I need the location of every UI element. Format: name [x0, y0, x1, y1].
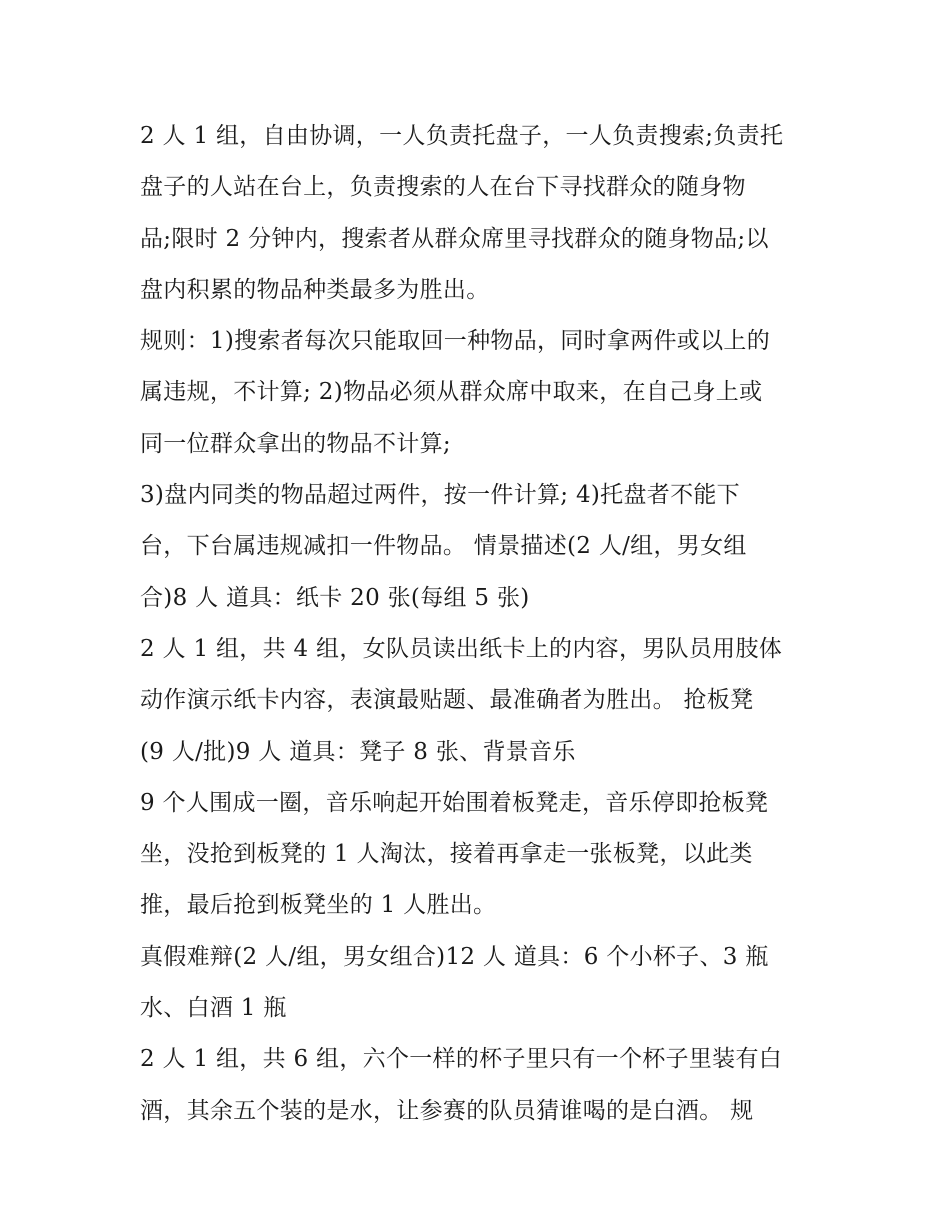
text-line: 推，最后抢到板凳坐的 1 人胜出。 [140, 892, 497, 919]
text-line: (9 人/批)9 人 道具：凳子 8 张、背景音乐 [140, 738, 576, 765]
text-line: 2 人 1 组，自由协调，一人负责托盘子，一人负责搜索;负责托 [140, 123, 784, 149]
text-line: 合)8 人 道具：纸卡 20 张(每组 5 张) [140, 584, 530, 611]
text-line: 坐，没抢到板凳的 1 人淘汰，接着再拿走一张板凳，以此类 [140, 841, 753, 868]
text-line: 2 人 1 组，共 4 组，女队员读出纸卡上的内容，男队员用肢体 [140, 635, 783, 662]
text-line: 3)盘内同类的物品超过两件，按一件计算; 4)托盘者不能下 [140, 482, 740, 509]
text-line: 水、白酒 1 瓶 [140, 995, 287, 1022]
text-line: 同一位群众拿出的物品不计算; [140, 430, 451, 457]
text-line: 规则：1)搜索者每次只能取回一种物品，同时拿两件或以上的 [140, 328, 771, 355]
text-line: 2 人 1 组，共 6 组，六个一样的杯子里只有一个杯子里装有白 [140, 1046, 783, 1073]
document-body [140, 111, 820, 1137]
text-line: 盘子的人站在台上，负责搜索的人在台下寻找群众的随身物 [140, 174, 746, 201]
text-line: 盘内积累的物品种类最多为胜出。 [140, 276, 490, 303]
text-line: 台，下台属违规减扣一件物品。 情景描述(2 人/组，男女组 [140, 533, 747, 560]
text-line: 酒，其余五个装的是水，让参赛的队员猜谁喝的是白酒。 规 [140, 1097, 754, 1124]
text-line: 真假难辩(2 人/组，男女组合)12 人 道具：6 个小杯子、3 瓶 [140, 943, 769, 970]
text-line: 9 个人围成一圈，音乐响起开始围着板凳走，音乐停即抢板凳 [140, 789, 769, 816]
text-line: 品;限时 2 分钟内，搜索者从群众席里寻找群众的随身物品;以 [140, 225, 769, 252]
text-line: 动作演示纸卡内容，表演最贴题、最准确者为胜出。 抢板凳 [140, 687, 754, 714]
text-line: 属违规，不计算; 2)物品必须从群众席中取来，在自己身上或 [140, 379, 763, 406]
